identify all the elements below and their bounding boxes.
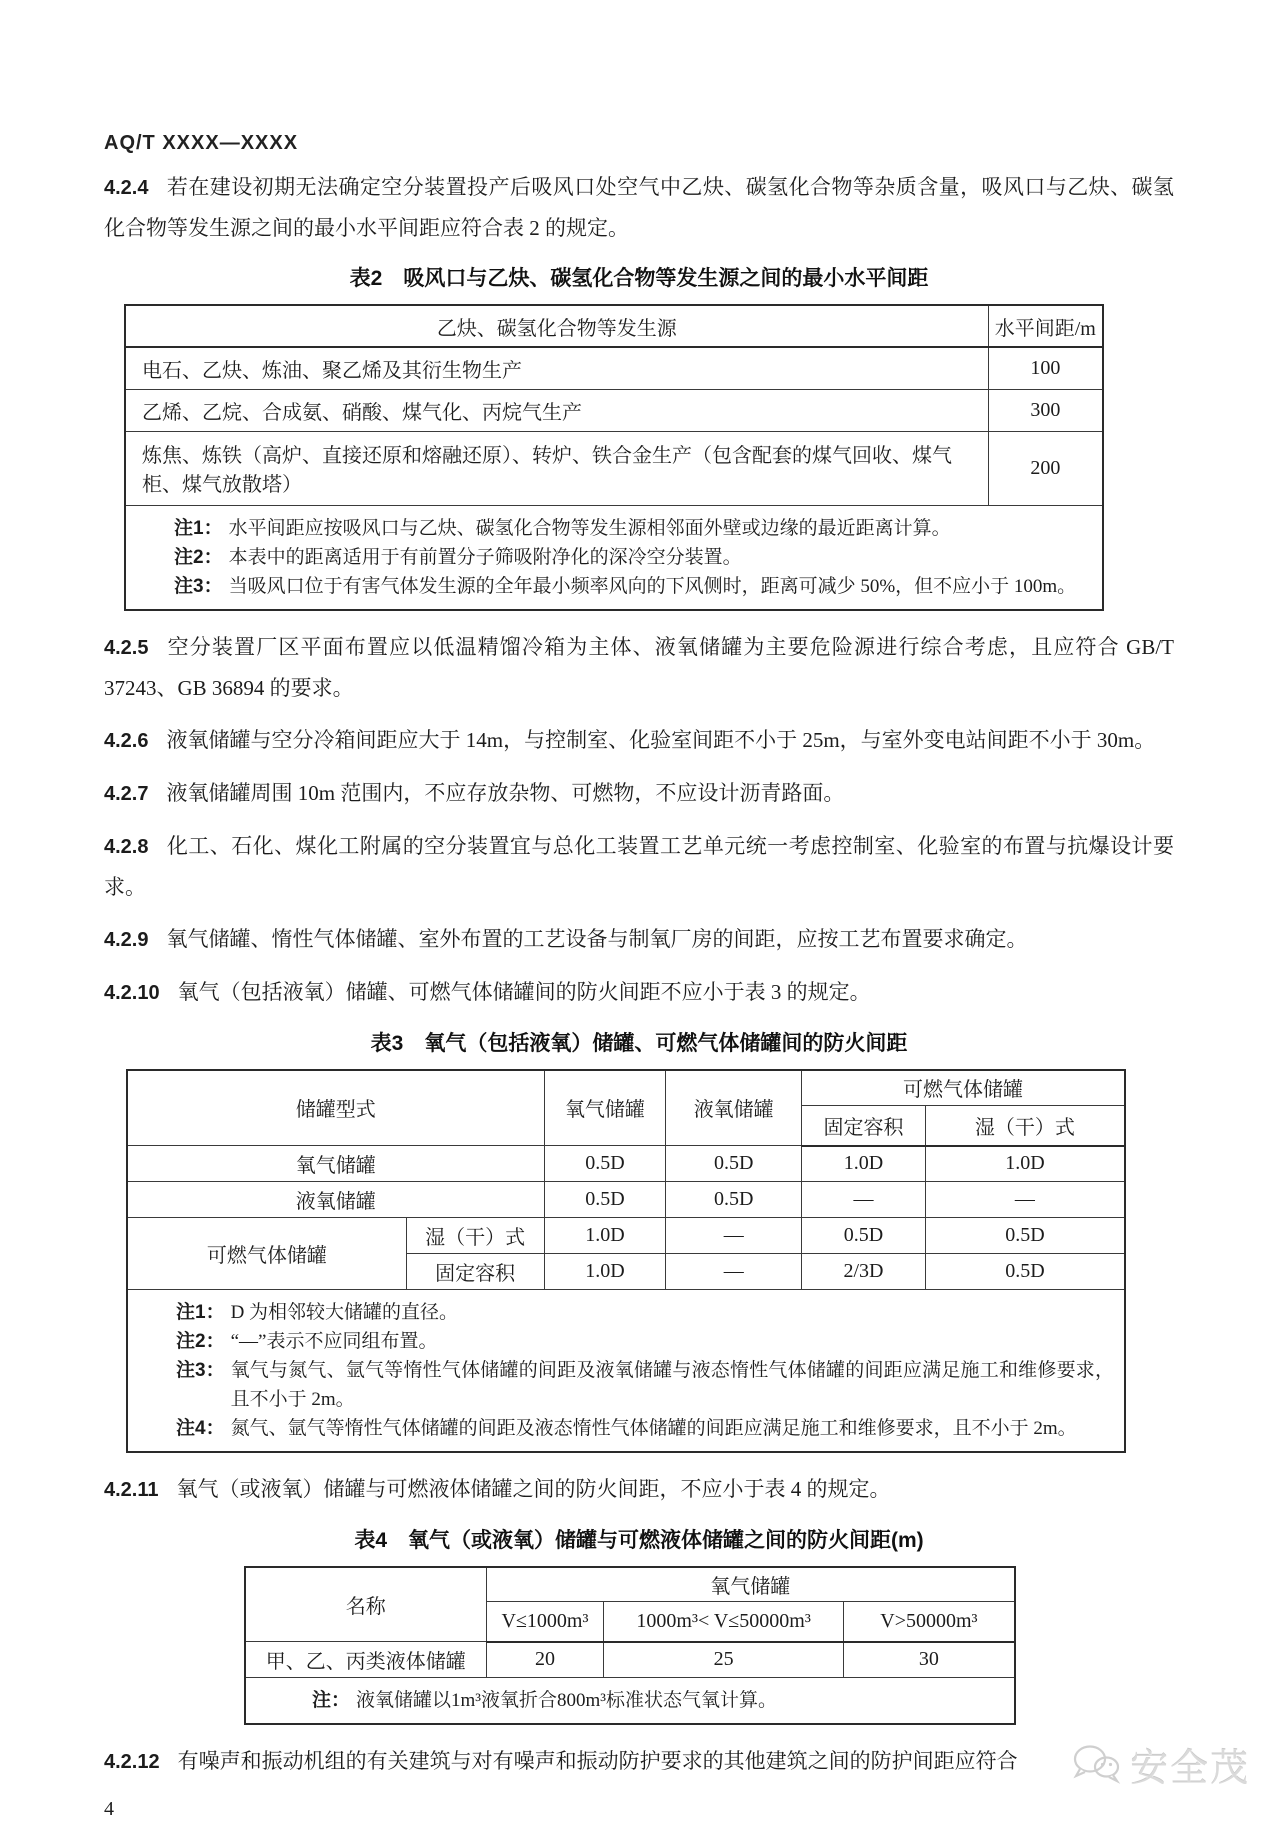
table3-notes-row [127,1290,1125,1453]
table3-cell: 1.0D [544,1218,666,1254]
note [176,1298,1114,1327]
watermark [1070,1737,1250,1792]
table2-cell-source: 炼焦、炼铁（高炉、直接还原和熔融还原）、转炉、铁合金生产（包含配套的煤气回收、煤气柜、煤气放散塔） [125,431,988,505]
table4 [244,1566,1016,1725]
note-text: 液氧储罐以1m³液氧折合800m³标准状态气氧计算。 [356,1690,777,1711]
table3-header-fixed: 固定容积 [802,1106,926,1146]
table4-header-v3: V>50000m³ [843,1602,1015,1642]
clause-text: 化工、石化、煤化工附属的空分装置宜与总化工装置工艺单元统一考虑控制室、化验室的布置与抗爆设计要求。 [104,833,1174,899]
table2-header-source: 乙炔、碳氢化合物等发生源 [125,305,988,347]
note-label: 注2： [176,1331,225,1352]
table4-cell: 25 [604,1642,843,1678]
clause-4-2-6 [104,720,1174,761]
clause-text: 空分装置厂区平面布置应以低温精馏冷箱为主体、液氧储罐为主要危险源进行综合考虑，且应符合 GB/T 37243、GB 36894 的要求。 [104,634,1174,700]
clause-4-2-11 [104,1469,1174,1510]
clause-4-2-5 [104,627,1174,708]
clause-number: 4.2.7 [104,782,149,805]
table-row [245,1642,1015,1678]
clause-number: 4.2.11 [104,1479,159,1501]
table3-header-tank-type: 储罐型式 [127,1070,544,1146]
table2-notes-row [125,505,1103,610]
clause-number: 4.2.4 [104,177,149,199]
clause-4-2-7 [104,773,1174,814]
table3-header-oxygen: 氧气储罐 [544,1070,666,1146]
watermark-text: 安全茂 [1129,1748,1250,1790]
clause-4-2-4 [104,167,1174,248]
note [174,572,1092,601]
note-label: 注2： [174,546,223,568]
note [174,514,1092,543]
table3-cell: — [802,1182,926,1218]
clause-text: 有噪声和振动机组的有关建筑与对有噪声和振动防护要求的其他建筑之间的防护间距应符合 [177,1749,1018,1773]
note-text: 本表中的距离适用于有前置分子筛吸附净化的深冷空分装置。 [228,546,742,568]
table3-header-wet: 湿（干）式 [925,1106,1125,1146]
table3-cell: 1.0D [544,1254,666,1290]
table3-cell: 0.5D [544,1182,666,1218]
table3-cell: 0.5D [925,1254,1125,1290]
note-text: “—”表示不应同组布置。 [230,1331,438,1352]
note-label: 注： [312,1690,351,1711]
table2-cell-source: 乙烯、乙烷、合成氨、硝酸、煤气化、丙烷气生产 [125,389,988,431]
clause-number: 4.2.9 [104,928,149,951]
table4-row-name: 甲、乙、丙类液体储罐 [245,1642,486,1678]
table3-cell: 1.0D [925,1146,1125,1182]
table2-cell-distance: 200 [988,431,1103,505]
table4-cell: 30 [843,1642,1015,1678]
table4-header-v2: 1000m³< V≤50000m³ [604,1602,843,1642]
table3-caption: 表3 氧气（包括液氧）储罐、可燃气体储罐间的防火间距 [370,1031,908,1055]
note-label: 注1： [176,1302,225,1323]
note [176,1414,1114,1443]
table4-notes-row [245,1678,1015,1725]
table2-notes [125,505,1103,610]
table2-cell-distance: 300 [988,389,1103,431]
wechat-icon [1070,1743,1122,1787]
clause-4-2-12 [104,1741,1174,1782]
table3-cell: 0.5D [544,1146,666,1182]
table3-cell: — [666,1254,802,1290]
clause-text: 液氧储罐与空分冷箱间距应大于 14m，与控制室、化验室间距不小于 25m，与室外变电站间距不小于 30m。 [166,727,1156,752]
table4-header-name: 名称 [245,1567,486,1642]
table3-cell: 2/3D [802,1254,926,1290]
table4-caption: 表4 氧气（或液氧）储罐与可燃液体储罐之间的防火间距(m) [354,1529,924,1552]
note [176,1356,1114,1414]
table3-cell: — [666,1218,802,1254]
page-number: 4 [104,1798,114,1820]
table4-note [245,1678,1015,1725]
note [174,543,1092,572]
note-label: 注1： [174,517,223,539]
note-label: 注3： [176,1360,225,1381]
note [312,1686,1004,1715]
note-text: 氧气与氮气、氩气等惰性气体储罐的间距及液氧储罐与液态惰性气体储罐的间距应满足施工和维修要求，且不小于 2m。 [230,1360,1114,1410]
table4-header-oxygen-tank: 氧气储罐 [486,1567,1015,1602]
clause-text: 液氧储罐周围 10m 范围内，不应存放杂物、可燃物，不应设计沥青路面。 [166,780,845,805]
table2-cell-source: 电石、乙炔、炼油、聚乙烯及其衍生物生产 [125,347,988,389]
clause-text: 氧气（或液氧）储罐与可燃液体储罐之间的防火间距，不应小于表 4 的规定。 [176,1477,891,1501]
table3-cell: 0.5D [925,1218,1125,1254]
table3-row-label: 氧气储罐 [127,1146,544,1182]
clause-4-2-9 [104,919,1174,960]
table2-cell-distance: 100 [988,347,1103,389]
table3-row-label: 可燃气体储罐 [127,1218,406,1290]
note-text: 氮气、氩气等惰性气体储罐的间距及液态惰性气体储罐的间距应满足施工和维修要求，且不小于 2m。 [230,1418,1077,1439]
table-row [127,1182,1125,1218]
table3-row-sublabel: 湿（干）式 [406,1218,544,1254]
clause-number: 4.2.5 [104,636,149,659]
note-text: 当吸风口位于有害气体发生源的全年最小频率风向的下风侧时，距离可减少 50%，但不应小于 100m。 [228,575,1077,597]
clause-number: 4.2.6 [104,729,149,752]
table4-cell: 20 [486,1642,604,1678]
table2-caption: 表2 吸风口与乙炔、碳氢化合物等发生源之间的最小水平间距 [349,267,929,290]
table3-cell: — [925,1182,1125,1218]
note [176,1327,1114,1356]
clause-number: 4.2.10 [104,981,160,1004]
table-row [125,347,1103,389]
table3-header-flammable: 可燃气体储罐 [802,1070,1125,1106]
note-text: 水平间距应按吸风口与乙炔、碳氢化合物等发生源相邻面外壁或边缘的最近距离计算。 [228,517,951,539]
clause-text: 若在建设初期无法确定空分装置投产后吸风口处空气中乙炔、碳氢化合物等杂质含量，吸风口与乙炔、碳氢化合物等发生源之间的最小水平间距应符合表 2 的规定。 [104,175,1174,240]
table3-notes [127,1290,1125,1453]
clause-number: 4.2.8 [104,835,149,858]
table3-cell: 0.5D [666,1146,802,1182]
doc-header: AQ/T XXXX—XXXX [104,132,299,154]
table3-header-lox: 液氧储罐 [666,1070,802,1146]
table3-cell: 0.5D [802,1218,926,1254]
table4-header-v1: V≤1000m³ [486,1602,604,1642]
clause-4-2-10 [104,972,1174,1013]
table-row [127,1218,1125,1254]
note-label: 注4： [176,1418,225,1439]
table-row [127,1146,1125,1182]
table3-row-label: 液氧储罐 [127,1182,544,1218]
table-row [125,431,1103,505]
table2 [124,304,1104,611]
clause-text: 氧气储罐、惰性气体储罐、室外布置的工艺设备与制氧厂房的间距，应按工艺布置要求确定。 [166,926,1028,951]
table-row [125,389,1103,431]
table2-header-distance: 水平间距/m [988,305,1103,347]
clause-text: 氧气（包括液氧）储罐、可燃气体储罐间的防火间距不应小于表 3 的规定。 [177,979,871,1004]
clause-number: 4.2.12 [104,1751,160,1773]
clause-4-2-8 [104,826,1174,907]
note-text: D 为相邻较大储罐的直径。 [230,1302,459,1323]
table3-cell: 0.5D [666,1182,802,1218]
note-label: 注3： [174,575,223,597]
table3-cell: 1.0D [802,1146,926,1182]
table3-row-sublabel: 固定容积 [406,1254,544,1290]
table3 [126,1069,1126,1454]
